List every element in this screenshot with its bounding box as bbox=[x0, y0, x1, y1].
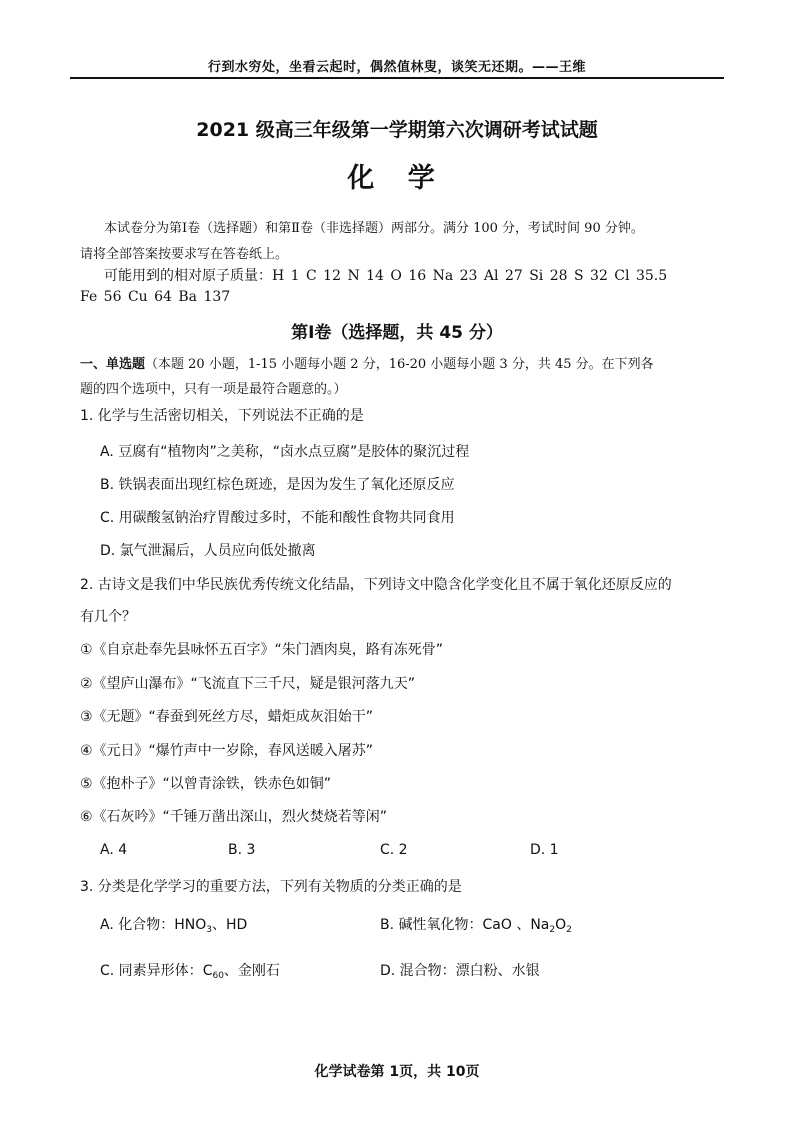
q3-option-b-sub-2: 2 bbox=[566, 925, 572, 935]
q2-item-2: ②《望庐山瀑布》“飞流直下三千尺，疑是银河落九天” bbox=[80, 676, 416, 692]
q2-item-3: ③《无题》“春蚕到死丝方尽，蜡炬成灰泪始干” bbox=[80, 709, 374, 725]
q1-option-d: D. 氯气泄漏后，人员应向低处撤离 bbox=[100, 543, 316, 559]
q2-option-c: C. 2 bbox=[380, 842, 408, 858]
q1-option-c: C. 用碳酸氢钠治疗胃酸过多时，不能和酸性食物共同食用 bbox=[100, 510, 455, 526]
q1-option-b: B. 铁锅表面出现红棕色斑迹，是因为发生了氧化还原反应 bbox=[100, 477, 455, 493]
section-desc-1: （本题 20 小题，1-15 小题每小题 2 分，16-20 小题每小题 3 分，共 45 分。在下列各 bbox=[145, 357, 654, 372]
q2-stem-line-1: 2. 古诗文是我们中华民族优秀传统文化结晶，下列诗文中隐含化学变化且不属于氧化还原反应的 bbox=[80, 577, 672, 593]
q2-item-1: ①《自京赴奉先县咏怀五百字》“朱门酒肉臭，路有冻死骨” bbox=[80, 642, 444, 658]
q2-option-b: B. 3 bbox=[228, 842, 256, 858]
atomic-masses-line-2: Fe 56 Cu 64 Ba 137 bbox=[80, 289, 231, 305]
q3-option-d: D. 混合物：漂白粉、水银 bbox=[380, 963, 540, 979]
exam-title: 2021 级高三年级第一学期第六次调研考试试题 bbox=[196, 119, 598, 141]
q3-option-a-sub-1: 3 bbox=[206, 925, 212, 935]
q3-option-c-formula-1: C bbox=[202, 963, 213, 979]
q2-item-6: ⑥《石灰吟》“千锤万凿出深山，烈火焚烧若等闲” bbox=[80, 809, 388, 825]
q3-option-c bbox=[100, 960, 280, 980]
q3-option-c-sub-1: 60 bbox=[212, 971, 224, 981]
instructions-line-2: 请将全部答案按要求写在答卷纸上。 bbox=[80, 247, 289, 262]
q3-option-a-label: A. 化合物： bbox=[100, 917, 175, 933]
subject-title: 化 学 bbox=[347, 163, 447, 194]
header-rule bbox=[70, 77, 724, 79]
page-footer: 化学试卷第 1页，共 10页 bbox=[314, 1064, 480, 1080]
part-1-title: 第Ⅰ卷（选择题，共 45 分） bbox=[291, 323, 503, 343]
q3-option-b-formula-2: O bbox=[555, 917, 567, 933]
q1-option-a: A. 豆腐有“植物肉”之美称，“卤水点豆腐”是胶体的聚沉过程 bbox=[100, 444, 470, 460]
q3-option-b-label: B. 碱性氧化物： bbox=[380, 917, 483, 933]
section-description-line-1 bbox=[80, 353, 654, 372]
atomic-masses-line-1: 可能用到的相对原子质量：H 1 C 12 N 14 O 16 Na 23 Al 27 Si 28 S 32 Cl 35.5 bbox=[104, 268, 668, 284]
q2-item-5: ⑤《抱朴子》“以曾青涂铁，铁赤色如铜” bbox=[80, 776, 332, 792]
q3-option-a-formula-1: HNO bbox=[174, 917, 207, 933]
q3-option-b-sub-1: 2 bbox=[549, 925, 556, 935]
q2-item-4: ④《元日》“爆竹声中一岁除，春风送暖入屠苏” bbox=[80, 743, 374, 759]
header-quote: 行到水穷处，坐看云起时，偶然值林叟，谈笑无还期。——王维 bbox=[207, 60, 586, 75]
q2-stem-line-2: 有几个？ bbox=[80, 609, 136, 625]
instructions-line-1: 本试卷分为第Ⅰ卷（选择题）和第Ⅱ卷（非选择题）两部分。满分 100 分，考试时间 90 分钟。 bbox=[104, 221, 644, 236]
q3-option-a bbox=[100, 914, 247, 934]
q1-stem: 1. 化学与生活密切相关，下列说法不正确的是 bbox=[80, 408, 364, 424]
q3-option-b-formula-1: CaO 、Na bbox=[482, 917, 550, 933]
q3-option-b bbox=[380, 914, 572, 934]
section-description-line-2: 题的四个选项中，只有一项是最符合题意的。） bbox=[80, 382, 347, 397]
q2-option-a: A. 4 bbox=[100, 842, 128, 858]
q3-option-c-formula-2: 、金刚石 bbox=[223, 963, 280, 979]
q3-option-c-label: C. 同素异形体： bbox=[100, 963, 203, 979]
section-head: 一、单选题 bbox=[80, 357, 146, 372]
q3-option-a-formula-2: 、HD bbox=[212, 917, 248, 933]
q2-option-d: D. 1 bbox=[530, 842, 559, 858]
q3-stem: 3. 分类是化学学习的重要方法，下列有关物质的分类正确的是 bbox=[80, 879, 462, 895]
